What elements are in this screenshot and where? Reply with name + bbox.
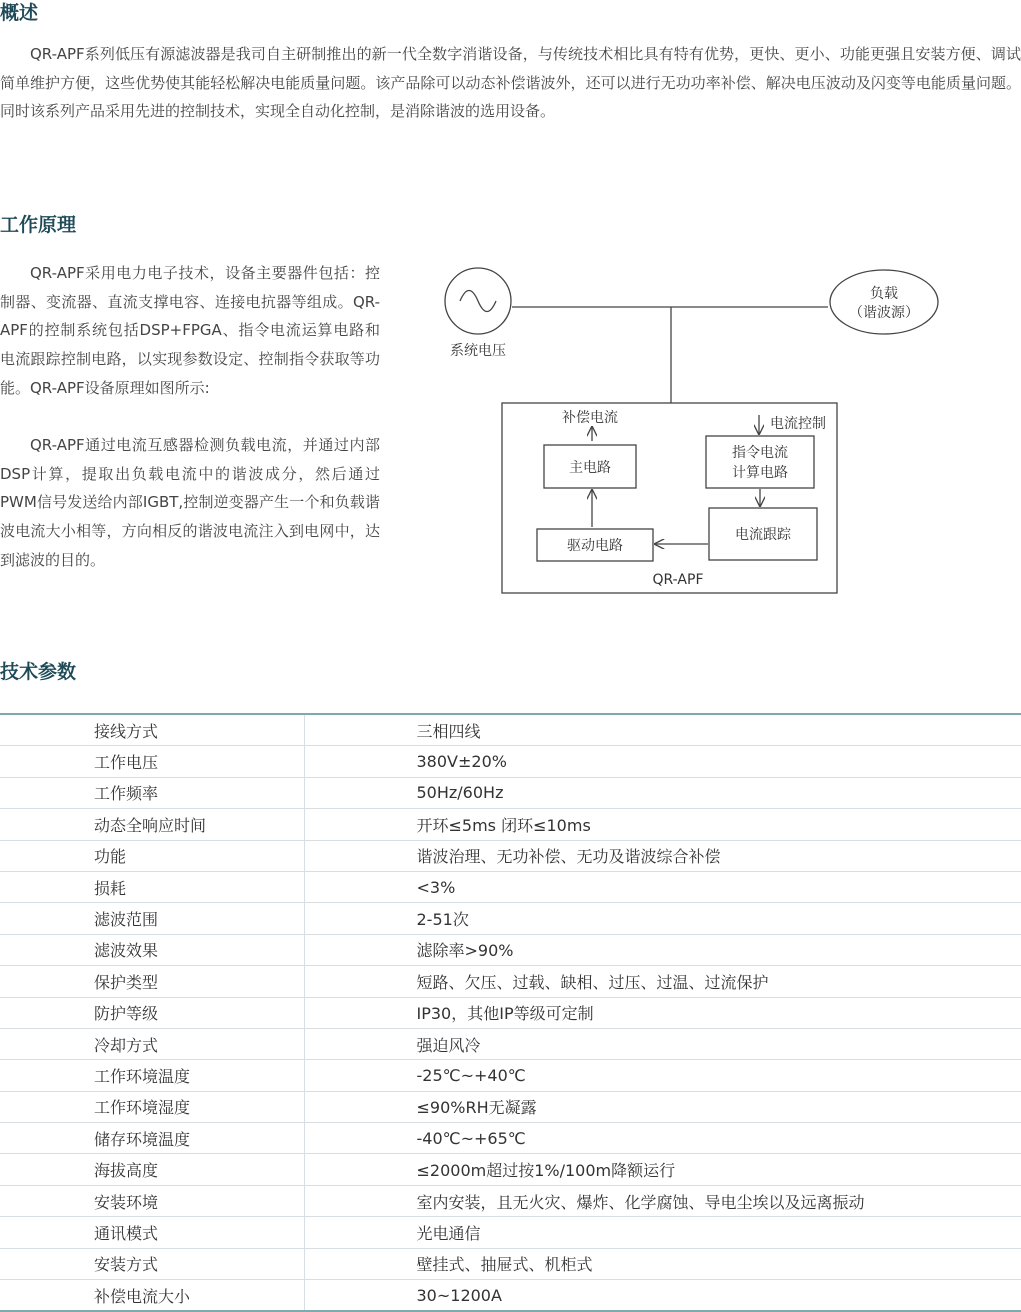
table-row <box>0 1123 1021 1154</box>
spec-label: 安装方式 <box>0 1248 304 1279</box>
principle-heading: 工作原理 <box>0 214 77 236</box>
spec-value: 室内安装，且无火灾、爆炸、化学腐蚀、导电尘埃以及远离振动 <box>304 1185 1021 1216</box>
spec-label: 滤波效果 <box>0 934 304 965</box>
current-tracking-label: 电流跟踪 <box>735 527 791 543</box>
load-label: 负载 <box>870 286 898 302</box>
spec-label: 保护类型 <box>0 966 304 997</box>
spec-label: 滤波范围 <box>0 903 304 934</box>
table-row <box>0 1154 1021 1185</box>
spec-label: 功能 <box>0 840 304 871</box>
table-row <box>0 1248 1021 1279</box>
principle-text-1: QR-APF采用电力电子技术，设备主要器件包括：控制器、变流器、直流支撑电容、连接电抗器等组成。QR-APF的控制系统包括DSP+FPGA、指令电流运算电路和电流跟踪控制电路，以实现参数设定、控制指令获取等功能。QR-APF设备原理如图所示: <box>0 264 380 397</box>
principle-diagram <box>440 265 940 600</box>
table-row <box>0 903 1021 934</box>
overview-text: QR-APF系列低压有源滤波器是我司自主研制推出的新一代全数字消谐设备，与传统技术相比具有特有优势，更快、更小、功能更强且安装方便、调试简单维护方便，这些优势使其能轻松解决电能质量问题。该产品除可以动态补偿谐波外，还可以进行无功功率补偿、解决电压波动及闪变等电能质量问题。同时该系列产品采用先进的控制技术，实现全自动化控制，是消除谐波的选用设备。 <box>0 45 1021 120</box>
spec-label: 工作频率 <box>0 777 304 808</box>
spec-table <box>0 713 1021 1312</box>
spec-value: 强迫风冷 <box>304 1028 1021 1059</box>
spec-value: 50Hz/60Hz <box>304 777 1021 808</box>
table-row <box>0 809 1021 840</box>
spec-label: 安装环境 <box>0 1185 304 1216</box>
load-sublabel: （谐波源） <box>849 305 919 321</box>
spec-label: 储存环境温度 <box>0 1123 304 1154</box>
spec-label: 工作环境温度 <box>0 1060 304 1091</box>
spec-value: ≤2000m超过按1%/100m降额运行 <box>304 1154 1021 1185</box>
spec-label: 工作电压 <box>0 746 304 777</box>
spec-value: 光电通信 <box>304 1217 1021 1248</box>
source-label: 系统电压 <box>450 343 506 359</box>
spec-value: 谐波治理、无功补偿、无功及谐波综合补偿 <box>304 840 1021 871</box>
spec-value: 壁挂式、抽屉式、机柜式 <box>304 1248 1021 1279</box>
table-row <box>0 777 1021 808</box>
table-row <box>0 1280 1021 1312</box>
table-row <box>0 746 1021 777</box>
spec-value: 开环≤5ms 闭环≤10ms <box>304 809 1021 840</box>
table-row <box>0 997 1021 1028</box>
spec-label: 工作环境湿度 <box>0 1091 304 1122</box>
spec-value: 380V±20% <box>304 746 1021 777</box>
spec-label: 补偿电流大小 <box>0 1280 304 1312</box>
principle-text-2: QR-APF通过电流互感器检测负载电流，并通过内部DSP计算，提取出负载电流中的谐波成分，然后通过PWM信号发送给内部IGBT,控制逆变器产生一个和负载谐波电流大小相等，方向相反的谐波电流注入到电网中，达到滤波的目的。 <box>0 436 380 569</box>
spec-value: IP30，其他IP等级可定制 <box>304 997 1021 1028</box>
specs-heading: 技术参数 <box>0 661 77 683</box>
spec-value: 短路、欠压、过载、缺相、过压、过温、过流保护 <box>304 966 1021 997</box>
spec-value: 2-51次 <box>304 903 1021 934</box>
spec-label: 动态全响应时间 <box>0 809 304 840</box>
sine-wave-icon <box>460 291 496 312</box>
load-ellipse <box>830 270 938 334</box>
overview-heading: 概述 <box>0 2 39 24</box>
main-circuit-label: 主电路 <box>569 460 611 476</box>
compensation-current-label: 补偿电流 <box>562 410 618 426</box>
spec-value: -40℃~+65℃ <box>304 1123 1021 1154</box>
table-row <box>0 934 1021 965</box>
command-current-label-2: 计算电路 <box>732 465 788 481</box>
spec-value: 30~1200A <box>304 1280 1021 1312</box>
spec-label: 海拔高度 <box>0 1154 304 1185</box>
spec-value: <3% <box>304 871 1021 902</box>
table-row <box>0 1060 1021 1091</box>
current-control-label: 电流控制 <box>770 416 826 432</box>
spec-value: 滤除率>90% <box>304 934 1021 965</box>
device-label: QR-APF <box>652 572 704 588</box>
table-row <box>0 871 1021 902</box>
drive-circuit-label: 驱动电路 <box>567 538 623 554</box>
spec-label: 防护等级 <box>0 997 304 1028</box>
table-row <box>0 1091 1021 1122</box>
table-row <box>0 714 1021 746</box>
table-row <box>0 840 1021 871</box>
table-row <box>0 1217 1021 1248</box>
table-row <box>0 966 1021 997</box>
spec-value: 三相四线 <box>304 714 1021 746</box>
command-current-label-1: 指令电流 <box>732 445 788 461</box>
spec-label: 通讯模式 <box>0 1217 304 1248</box>
table-row <box>0 1185 1021 1216</box>
spec-label: 接线方式 <box>0 714 304 746</box>
spec-value: -25℃~+40℃ <box>304 1060 1021 1091</box>
table-row <box>0 1028 1021 1059</box>
spec-value: ≤90%RH无凝露 <box>304 1091 1021 1122</box>
spec-label: 冷却方式 <box>0 1028 304 1059</box>
spec-label: 损耗 <box>0 871 304 902</box>
